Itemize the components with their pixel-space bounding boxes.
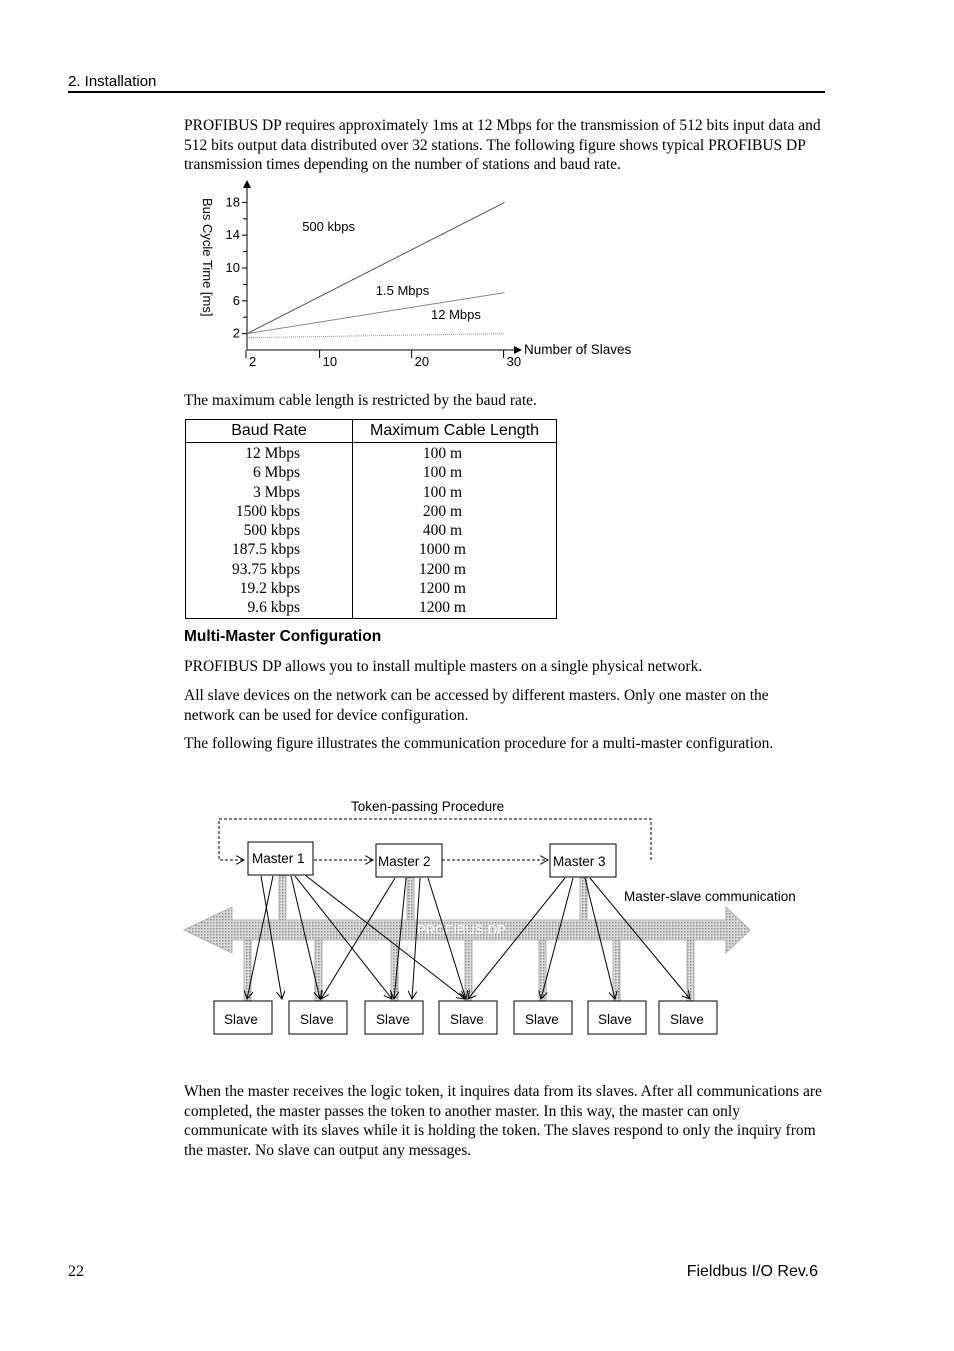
document-title: Fieldbus I/O Rev.6 [686,1263,818,1280]
cable-length-cell: 100 m 100 m 100 m 200 m 400 m 1000 m 1200 m 1200 m 1200 m [353,443,557,619]
col-baud-rate: Baud Rate [186,420,353,443]
slave-5-label: Slave [525,1012,559,1027]
page-number: 22 [68,1263,84,1280]
series-label: 12 Mbps [431,306,481,322]
cable-intro: The maximum cable length is restricted by the baud rate. [184,392,537,409]
y-tick-label: 18 [225,194,240,210]
slave-6-label: Slave [598,1012,632,1027]
master-1-label: Master 1 [252,851,305,866]
multi-master-p2: All slave devices on the network can be accessed by different masters. Only one master on the network can be used for device configuration. [184,687,769,724]
x-tick-label: 20 [414,354,430,369]
slave-2-label: Slave [300,1012,334,1027]
master-2-label: Master 2 [378,854,431,869]
x-tick-label: 10 [322,354,338,369]
multi-master-p1: PROFIBUS DP allows you to install multiple masters on a single physical network. [184,658,703,675]
master-3-label: Master 3 [553,854,606,869]
bus-label: PROFIBUS-DP [417,922,506,937]
x-tick-label: 30 [506,354,522,369]
x-axis-label: Number of Slaves [524,342,632,357]
y-tick-label: 6 [232,292,240,308]
slave-1-label: Slave [224,1012,258,1027]
token-passing-label: Token-passing Procedure [351,799,505,814]
slave-4-label: Slave [450,1012,484,1027]
slave-3-label: Slave [376,1012,410,1027]
slaves [214,1001,717,1034]
col-max-cable-length: Maximum Cable Length [353,420,557,443]
y-axis-label: Bus Cycle Time [ms] [200,198,215,317]
y-tick-label: 14 [225,227,240,243]
multi-master-diagram [180,790,820,1050]
series-line [247,334,505,338]
multi-master-p3: The following figure illustrates the communication procedure for a multi-master configuration. [184,735,774,752]
closing-paragraph: When the master receives the logic token, it inquires data from its slaves. After all communications are completed, the master passes the token to another master. In this way, the master can only communicate with its slaves while it is holding the token. The slaves respond to only the inquiry from the master. No slave can output any messages. [184,1083,822,1159]
series-label: 500 kbps [302,219,355,235]
y-tick-label: 2 [232,325,240,341]
x-tick-label: 2 [249,354,257,369]
master-slave-comm-label: Master-slave communication [624,889,796,904]
multi-master-heading: Multi-Master Configuration [184,628,382,645]
series-label: 1.5 Mbps [375,283,430,299]
cable-length-table [185,419,557,619]
baud-rate-cell: 12 Mbps 6 Mbps 3 Mbps 1500 kbps 500 kbps 187.5 kbps 93.75 kbps 19.2 kbps 9.6 kbps [186,443,353,619]
bus-cycle-chart [190,176,650,372]
slave-7-label: Slave [670,1012,704,1027]
intro-paragraph: PROFIBUS DP requires approximately 1ms at 12 Mbps for the transmission of 512 bits input data and 512 bits output data distributed over 32 stations. The following figure shows typical PROFIBUS DP transmission times depending on the number of stations and baud rate. [184,117,821,173]
y-tick-label: 10 [225,260,240,275]
section-header: 2. Installation [68,73,825,93]
